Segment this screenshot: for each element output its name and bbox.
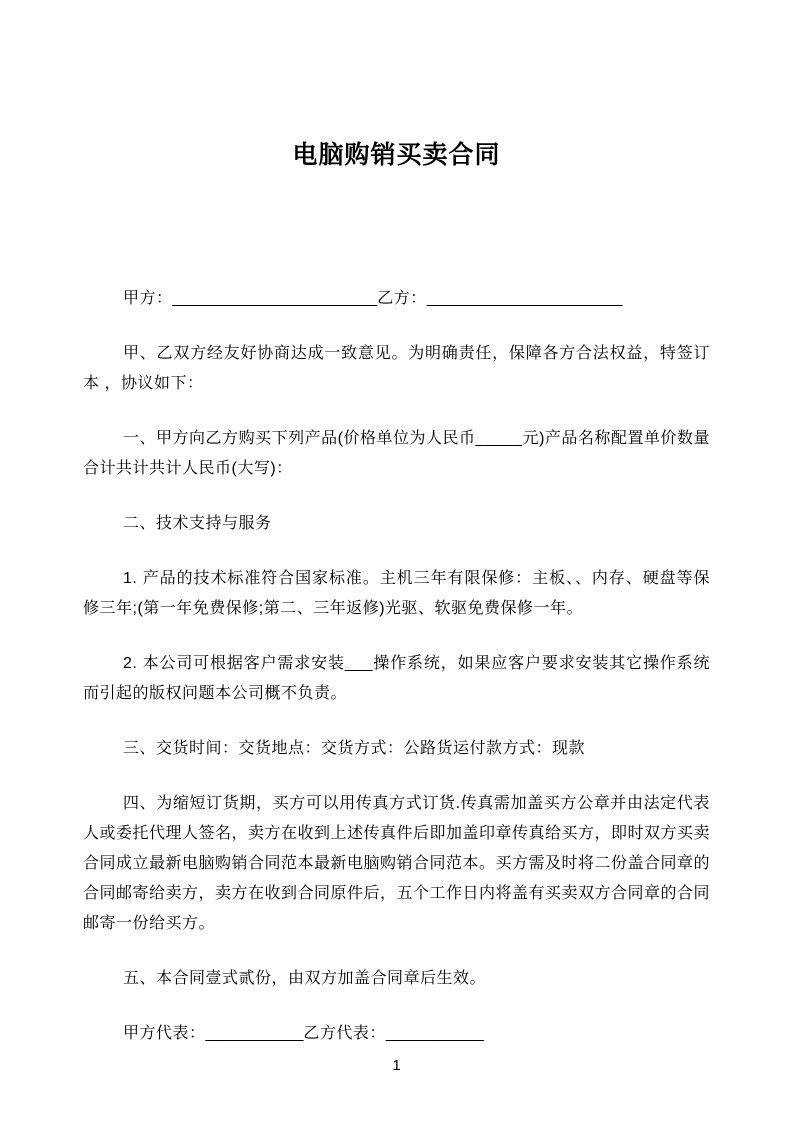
clause-2-item-1-warranty: 1. 产品的技术标准符合国家标准。主机三年有限保修：主板、、内存、硬盘等保修三年;(第一年免费保修;第二、三年返修)光驱、软驱免费保修一年。 — [83, 570, 710, 617]
party-b-representative-label: 乙方代表： — [303, 1025, 386, 1042]
clause-2-heading: 二、技术支持与服务 — [123, 515, 272, 532]
page-number: 1 — [392, 1057, 401, 1074]
party-a-representative-blank: ___________ — [205, 1025, 304, 1042]
clause-2-item-2-os: 2. 本公司可根据客户需求安装___操作系统，如果应客户要求安装其它操作系统而引起的版权问题本公司概不负责。 — [83, 655, 710, 702]
document-title: 电脑购销买卖合同 — [292, 141, 501, 169]
party-a-blank: _______________________ — [172, 290, 378, 307]
party-b-blank: ______________________ — [426, 290, 623, 307]
intro-paragraph: 甲、乙双方经友好协商达成一致意见。为明确责任，保障各方合法权益，特签订本 ，协议如下： — [83, 345, 710, 392]
clause-4-fax-order: 四、为缩短订货期，买方可以用传真方式订货.传真需加盖买方公章并由法定代表人或委托代理人签名，卖方在收到上述传真件后即加盖印章传真给买方，即时双方买卖合同成立最新电脑购销合同范本最新电脑购销合同范本。买方需及时将二份盖合同章的合同邮寄给卖方，卖方在收到合同原件后，五个工作日内将盖有买卖双方合同章的合同邮寄一份给买方。 — [83, 795, 711, 932]
clause-1-products: 一、甲方向乙方购买下列产品(价格单位为人民币_____元)产品名称配置单价数量合计共计共计人民币(大写)： — [83, 430, 710, 477]
clause-3-delivery: 三、交货时间：交货地点：交货方式：公路货运付款方式：现款 — [123, 740, 586, 757]
party-a-label: 甲方： — [123, 290, 173, 307]
parties-line — [83, 284, 710, 314]
party-b-representative-blank: ___________ — [385, 1025, 484, 1042]
clause-5-effectiveness: 五、本合同壹式贰份，由双方加盖合同章后生效。 — [123, 970, 487, 987]
party-b-label: 乙方： — [377, 290, 427, 307]
party-a-representative-label: 甲方代表： — [123, 1025, 206, 1042]
signature-line — [83, 1019, 710, 1049]
